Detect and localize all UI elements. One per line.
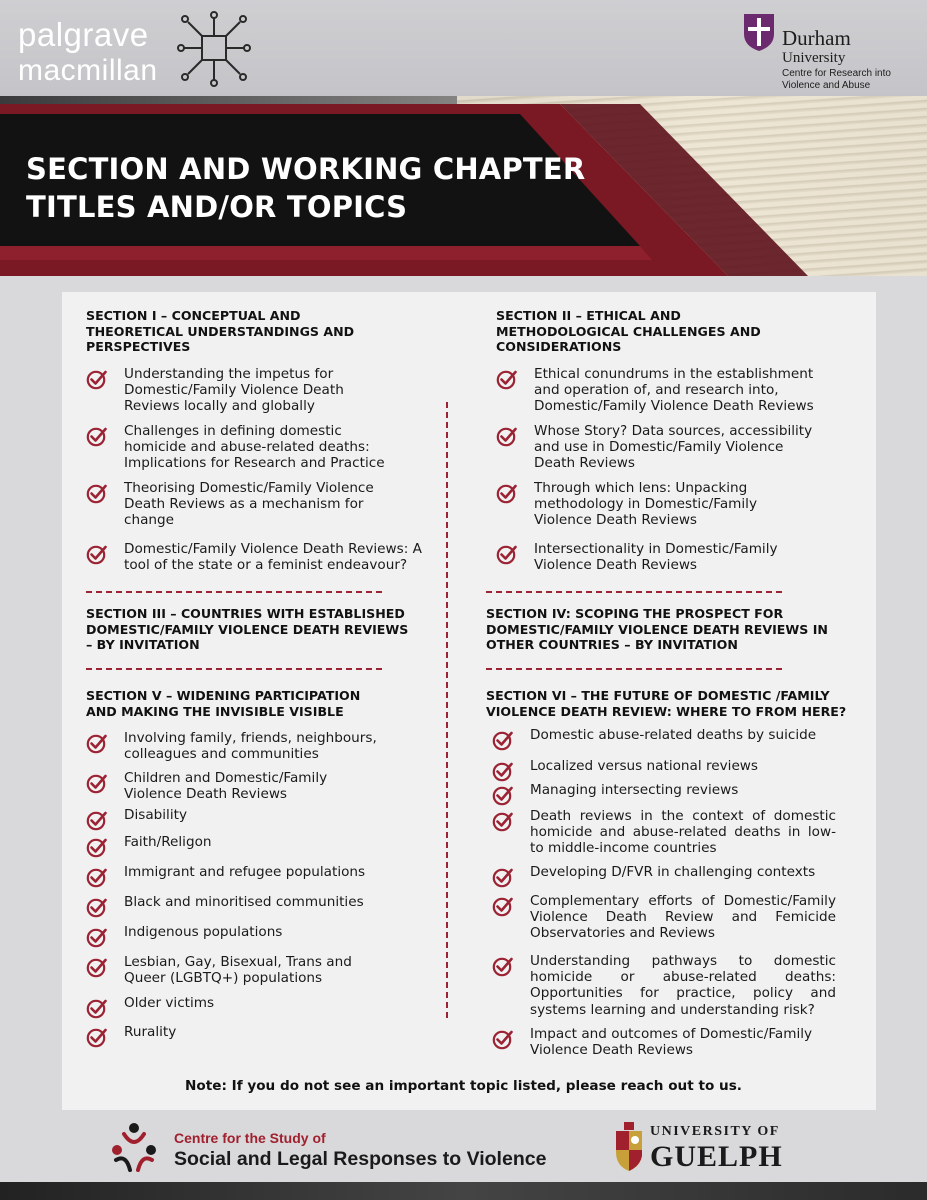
list-item-text: Black and minoritised communities (124, 894, 364, 910)
check-icon (492, 955, 514, 977)
title-banner (0, 96, 927, 276)
check-icon (492, 866, 514, 888)
list-item (86, 541, 436, 573)
column-divider (446, 402, 448, 1018)
list-item (492, 864, 842, 888)
list-item-text: Impact and outcomes of Domestic/Family Violence Death Reviews (530, 1026, 813, 1059)
check-icon (496, 425, 518, 447)
list-item-text: Domestic/Family Violence Death Reviews: A tool of the state or a feminist endeavour? (124, 541, 422, 574)
list-item (86, 1024, 426, 1048)
list-item (86, 770, 426, 802)
list-item-text: Understanding pathways to domestic homicide or abuse-related deaths: Opportunities for practice, policy and systems learning and understanding risk? (530, 953, 836, 1018)
list-item (496, 366, 836, 415)
section-divider (86, 668, 382, 670)
list-item-text: Faith/Religon (124, 834, 212, 850)
list-item (492, 727, 842, 751)
list-item (86, 807, 426, 831)
list-item-text: Understanding the impetus for Domestic/Family Violence Death Reviews locally and globally (124, 366, 344, 415)
list-item (492, 808, 842, 857)
list-item-text: Theorising Domestic/Family Violence Death Reviews as a mechanism for change (124, 480, 374, 529)
list-item-text: Localized versus national reviews (530, 758, 759, 774)
list-item (86, 924, 426, 948)
centre-name-line2: Social and Legal Responses to Violence (174, 1148, 547, 1170)
section-2-heading: SECTION II – ETHICAL AND METHODOLOGICAL CHALLENGES AND CONSIDERATIONS (496, 308, 761, 354)
section-divider (486, 591, 782, 593)
check-icon (86, 997, 108, 1019)
circuit-logo-icon (172, 10, 256, 90)
list-item (86, 366, 426, 415)
check-icon (496, 368, 518, 390)
list-item-text: Ethical conundrums in the establishment and operation of, and research into, Domestic/Family Violence Death Reviews (534, 366, 814, 415)
check-icon (492, 729, 514, 751)
check-icon (86, 772, 108, 794)
list-item (492, 893, 842, 942)
list-item (86, 995, 426, 1019)
check-icon (86, 732, 108, 754)
section-4-heading: SECTION IV: SCOPING THE PROSPECT FOR DOMESTIC/FAMILY VIOLENCE DEATH REVIEWS IN OTHER COUNTRIES – BY INVITATION (486, 606, 828, 652)
check-icon (86, 926, 108, 948)
list-item (492, 758, 842, 782)
people-circle-icon (106, 1120, 162, 1176)
section-divider (86, 591, 382, 593)
list-item-text: Disability (124, 807, 187, 823)
check-icon (496, 482, 518, 504)
list-item-text: Death reviews in the context of domestic homicide and abuse-related deaths in low- to middle-income countries (530, 808, 836, 857)
list-item (496, 541, 836, 573)
check-icon (86, 836, 108, 858)
page-title: SECTION AND WORKING CHAPTER TITLES AND/OR TOPICS (26, 152, 586, 224)
list-item (86, 864, 426, 888)
durham-university-logo (742, 12, 912, 92)
list-item (496, 423, 836, 472)
guelph-name: GUELPH (650, 1140, 783, 1173)
check-icon (492, 760, 514, 782)
list-item-text: Older victims (124, 995, 215, 1011)
durham-name: Durham (782, 26, 851, 50)
publisher-name-line2: macmillan (18, 54, 158, 87)
check-icon (492, 784, 514, 806)
list-item (496, 480, 836, 529)
guelph-top-label: UNIVERSITY OF (650, 1124, 780, 1139)
guelph-logo (614, 1120, 804, 1176)
list-item-text: Immigrant and refugee populations (124, 864, 366, 880)
check-icon (86, 809, 108, 831)
list-item (492, 953, 842, 1018)
durham-centre-label: Centre for Research into Violence and Abuse (782, 68, 891, 91)
list-item-text: Lesbian, Gay, Bisexual, Trans and Queer (LGBTQ+) populations (124, 954, 352, 987)
centre-study-logo (106, 1120, 576, 1176)
contact-note: Note: If you do not see an important topic listed, please reach out to us. (185, 1078, 742, 1094)
list-item-text: Managing intersecting reviews (530, 782, 739, 798)
list-item-text: Challenges in defining domestic homicide and abuse-related deaths: Implications for Research and Practice (124, 423, 385, 472)
guelph-crest-icon (614, 1122, 644, 1172)
section-divider (486, 668, 782, 670)
list-item (86, 730, 426, 762)
list-item (86, 894, 426, 918)
list-item (492, 782, 842, 806)
section-6-heading: SECTION VI – THE FUTURE OF DOMESTIC /FAMILY VIOLENCE DEATH REVIEW: WHERE TO FROM HERE? (486, 688, 847, 719)
list-item-text: Indigenous populations (124, 924, 283, 940)
list-item (86, 423, 426, 472)
list-item-text: Complementary efforts of Domestic/Family Violence Death Review and Femicide Observatories and Reviews (530, 893, 836, 942)
check-icon (86, 866, 108, 888)
publisher-name-line1: palgrave (18, 16, 149, 53)
palgrave-macmillan-logo (18, 14, 258, 94)
check-icon (492, 810, 514, 832)
section-3-heading: SECTION III – COUNTRIES WITH ESTABLISHED DOMESTIC/FAMILY VIOLENCE DEATH REVIEWS – BY INVITATION (86, 606, 409, 652)
list-item (86, 954, 426, 986)
list-item-text: Developing D/FVR in challenging contexts (530, 864, 816, 880)
list-item-text: Through which lens: Unpacking methodology in Domestic/Family Violence Death Reviews (534, 480, 757, 529)
check-icon (496, 543, 518, 565)
list-item-text: Involving family, friends, neighbours, colleagues and communities (124, 730, 377, 763)
list-item (86, 480, 426, 529)
list-item-text: Rurality (124, 1024, 177, 1040)
check-icon (86, 425, 108, 447)
durham-university-label: University (782, 50, 846, 66)
section-1-heading: SECTION I – CONCEPTUAL AND THEORETICAL UNDERSTANDINGS AND PERSPECTIVES (86, 308, 355, 354)
list-item-text: Children and Domestic/Family Violence Death Reviews (124, 770, 328, 803)
list-item-text: Intersectionality in Domestic/Family Violence Death Reviews (534, 541, 778, 574)
centre-name-line1: Centre for the Study of (174, 1130, 326, 1146)
check-icon (86, 956, 108, 978)
list-item (86, 834, 426, 858)
bottom-strip (0, 1182, 927, 1200)
check-icon (86, 1026, 108, 1048)
check-icon (86, 482, 108, 504)
list-item (492, 1026, 842, 1058)
section-5-heading: SECTION V – WIDENING PARTICIPATION AND MAKING THE INVISIBLE VISIBLE (86, 688, 361, 719)
check-icon (492, 895, 514, 917)
durham-crest-icon (742, 12, 776, 52)
check-icon (86, 543, 108, 565)
check-icon (86, 368, 108, 390)
check-icon (492, 1028, 514, 1050)
list-item-text: Whose Story? Data sources, accessibility and use in Domestic/Family Violence Death Reviews (534, 423, 813, 472)
list-item-text: Domestic abuse-related deaths by suicide (530, 727, 817, 743)
check-icon (86, 896, 108, 918)
